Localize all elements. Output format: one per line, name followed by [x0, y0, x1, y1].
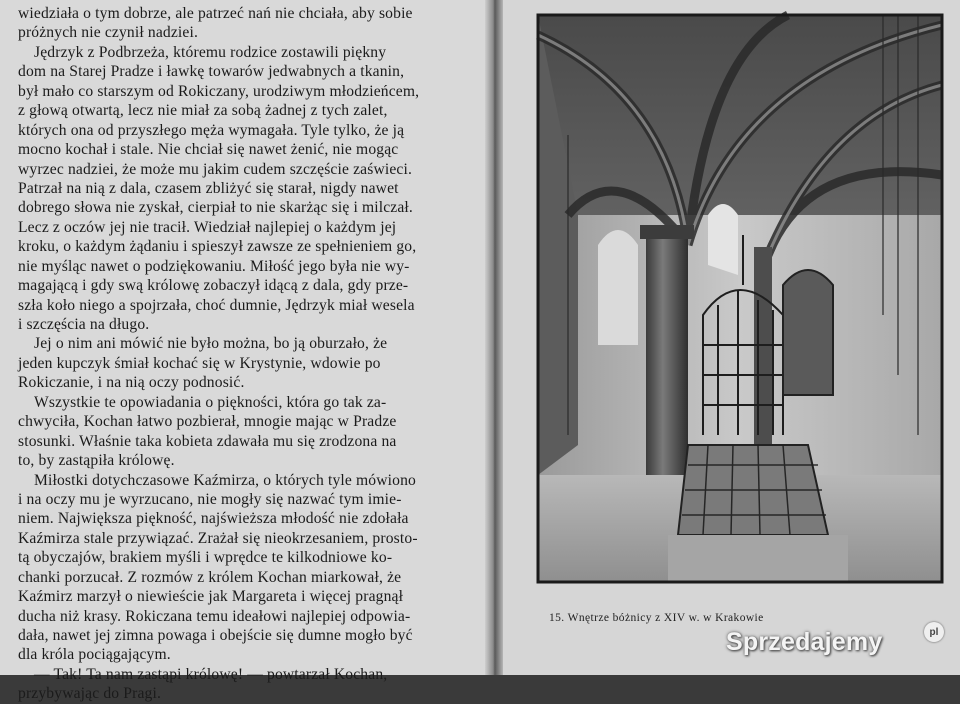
text-line: Lecz z oczów jej nie tracił. Wiedział najlepiej o każdym jej	[18, 218, 397, 236]
figure-caption: 15. Wnętrze bóżnicy z XIV w. w Krakowie	[549, 612, 764, 624]
text-line: mocno kochał i stale. Nie chciał się nawet żenić, nie mogąc	[18, 141, 399, 159]
text-line: dała, nawet jej zimna powaga i obejście się dumne mogło być	[18, 627, 413, 644]
watermark-badge: pl	[924, 622, 944, 642]
text-line: tą obyczajów, brakiem myśli i wprędce te kilkodniowe ko-	[18, 549, 393, 567]
text-line: dobrego słowa nie zyskał, cierpiał to nie skarżąc się i milczał.	[18, 199, 413, 217]
text-line: stosunki. Właśnie taka kobieta zdawała mu się zrodzona na	[18, 432, 397, 450]
text-line: magającą i gdy swą królowę zobaczył idącą z dala, gdy prze-	[18, 277, 409, 295]
watermark-text: Sprzedajemy	[726, 627, 883, 656]
text-line: ducha niż krasy. Rokiczana temu ideałowi najlepiej odpowia-	[18, 607, 411, 625]
text-line: chwyciła, Kochan łatwo pozbierał, mnogie mając w Pradze	[18, 413, 397, 431]
text-line: Jej o nim ani mówić nie było można, bo ją oburzało, że	[34, 335, 388, 353]
text-line: Jędrzyk z Podbrzeża, któremu rodzice zostawili piękny	[34, 43, 387, 61]
text-line: — Tak! Ta nam zastąpi królowę! — powtarzał Kochan,	[34, 665, 388, 683]
text-line: Kaźmirz marzył o niewieście jak Margareta i więcej pragnął	[18, 588, 404, 606]
text-line: nie myśląc nawet o podziękowaniu. Miłość jego była nie wy-	[18, 257, 410, 275]
text-line: z głową otwartą, lecz nie miał za sobą żadnej z tych zalet,	[18, 102, 388, 120]
body-text	[18, 4, 476, 704]
text-line: dom na Starej Pradze i ławkę towarów jedwabnych a tkanin,	[18, 63, 405, 81]
watermark	[726, 622, 939, 662]
text-line: Patrzał na nią z dala, czasem zbliżyć się starał, nigdy nawet	[18, 179, 399, 197]
text-line: próżnych nie czynił nadziei.	[18, 24, 198, 42]
text-line: Rokiczanie, i na nią oczy podnosić.	[18, 374, 245, 392]
text-line: jeden kupczyk śmiał kochać się w Krystynie, wdowie po	[18, 354, 381, 372]
text-line: szła koło niego a spojrzała, choć dumnie, Jędrzyk miał wesela	[18, 296, 415, 314]
text-line: wyrzec nadziei, że może mu jakim cudem szczęście zaświeci.	[18, 160, 413, 178]
book-gutter	[485, 0, 503, 675]
text-line: chanki porzucał. Z rozmów z królem Kochan miarkował, że	[18, 568, 402, 586]
text-line: których ona od przyszłego męża wymagała. Tyle tylko, że ją	[18, 121, 405, 139]
photo-illustration	[538, 15, 942, 582]
text-line: niem. Największa piękność, najświeższa młodość nie zdołała	[18, 510, 409, 528]
text-line: był mało co starszym od Rokiczany, urodziwym młodzieńcem,	[18, 82, 420, 100]
synagogue-interior-photo	[538, 15, 942, 582]
text-line: Wszystkie te opowiadania o piękności, która go tak za-	[34, 393, 387, 411]
text-line: wiedziała o tym dobrze, ale patrzeć nań nie chciała, aby sobie	[18, 5, 413, 22]
text-line: Kaźmirza stale przywiązać. Zrażał się nieokrzesaniem, prosto-	[18, 529, 418, 547]
text-line: i szczęścia na długo.	[18, 316, 150, 333]
text-line: kroku, o każdym żądaniu i spieszył zawsze ze spełnieniem go,	[18, 238, 417, 256]
text-line: to, by zastąpiła królowę.	[18, 452, 175, 470]
text-line: i na oczy mu je wyrzucano, nie mogły się nazwać tym imie-	[18, 490, 402, 508]
text-line: przybywając do Pragi.	[18, 685, 162, 703]
text-line: dla króla pociągającym.	[18, 646, 171, 664]
text-line: Miłostki dotychczasowe Kaźmirza, o których tyle mówiono	[34, 471, 416, 489]
